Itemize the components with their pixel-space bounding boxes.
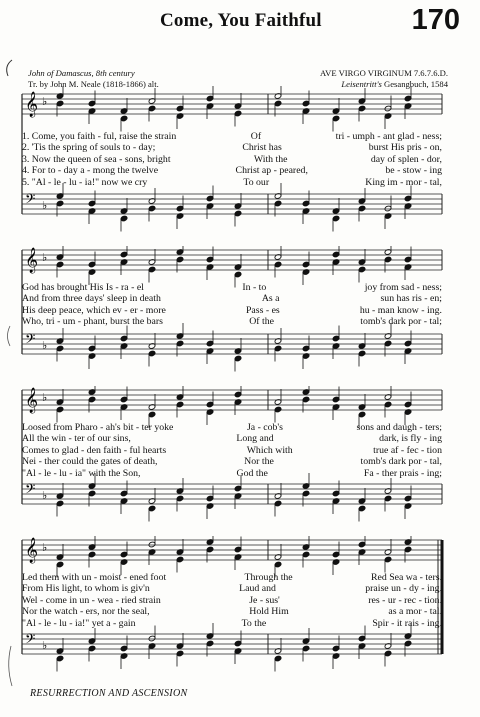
svg-text:♭: ♭	[42, 489, 48, 502]
svg-text:𝄞: 𝄞	[25, 538, 39, 563]
lyric-line: 2. 'Tis the spring of souls to - day; Christ has burst His pris - on,	[22, 142, 442, 154]
lyric-line: Who, tri - um - phant, burst the bars Of the tomb's dark por - tal;	[22, 316, 442, 328]
hymn-category: RESURRECTION AND ASCENSION	[30, 688, 188, 699]
lyric-line: Loosed from Pharo - ah's bit - ter yoke Ja - cob's sons and daugh - ters;	[22, 422, 442, 433]
hymn-number: 170	[411, 4, 460, 36]
svg-text:𝄞: 𝄞	[25, 388, 39, 413]
music-system-3	[0, 386, 480, 536]
svg-text:♭: ♭	[42, 391, 48, 404]
lyric-line: 3. Now the queen of sea - sons, bright With the day of splen - dor,	[22, 153, 442, 165]
svg-text:𝄢: 𝄢	[25, 331, 36, 350]
lyrics-system-4	[22, 572, 442, 629]
lyric-line: "Al - le - lu - ia" with the Son, God the Fa - ther prais - ing;	[22, 467, 442, 479]
lyric-line: 1. Come, you faith - ful, raise the strain Of tri - umph - ant glad - ness;	[22, 131, 442, 142]
svg-text:♭: ♭	[42, 541, 48, 554]
lyric-line: 5. "Al - le - lu - ia!" now we cry To our King im - mor - tal,	[22, 176, 442, 188]
lyric-line: Nor the watch - ers, nor the seal, Hold Him as a mor - tal.	[22, 606, 442, 618]
music-system-4	[0, 536, 480, 686]
lyric-line: Comes to glad - den faith - ful hearts Which with true af - fec - tion	[22, 444, 442, 456]
svg-text:♭: ♭	[42, 199, 48, 212]
translator-credit: Tr. by John M. Neale (1818-1866) alt.	[28, 79, 159, 89]
tune-source-book: Leisentritt's	[341, 79, 382, 89]
lyric-line: "Al - le - lu - ia!" yet a - gain To the Spir - it rais - ing.	[22, 617, 442, 629]
svg-text:𝄢: 𝄢	[25, 481, 36, 500]
lyric-line: God has brought His Is - ra - el In - to joy from sad - ness;	[22, 282, 442, 293]
lyric-line: 4. For to - day a - mong the twelve Christ ap - peared, be - stow - ing	[22, 165, 442, 177]
svg-text:𝄞: 𝄞	[25, 92, 39, 117]
lyric-line: And from three days' sleep in death As a sun has ris - en;	[22, 293, 442, 305]
hymn-title: Come, You Faithful	[160, 10, 322, 31]
svg-text:♭: ♭	[42, 639, 48, 652]
author-credit: John of Damascus, 8th century	[28, 68, 135, 78]
music-system-1	[0, 86, 480, 246]
lyrics-system-3	[22, 422, 442, 479]
svg-text:♭: ♭	[42, 251, 48, 264]
lyric-line: From His light, to whom is giv'n Laud and praise un - dy - ing.	[22, 583, 442, 595]
lyric-line: Wel - come in un - wea - ried strain Je - sus' res - ur - rec - tion.	[22, 594, 442, 606]
svg-text:𝄢: 𝄢	[25, 631, 36, 650]
svg-text:♭: ♭	[42, 339, 48, 352]
lyrics-system-2	[22, 282, 442, 328]
svg-text:𝄞: 𝄞	[25, 248, 39, 273]
lyrics-system-1	[22, 131, 442, 188]
lyric-line: Led them with un - moist - ened foot Through the Red Sea wa - ters.	[22, 572, 442, 583]
music-system-2	[0, 246, 480, 386]
lyric-line: All the win - ter of our sins, Long and dark, is fly - ing	[22, 433, 442, 445]
lyric-line: His deep peace, which ev - er - more Pass - es hu - man know - ing.	[22, 304, 442, 316]
lyric-line: Nei - ther could the gates of death, Nor the tomb's dark por - tal,	[22, 456, 442, 468]
svg-text:♭: ♭	[42, 95, 48, 108]
tune-source-detail: Gesangbuch, 1584	[381, 79, 448, 89]
tune-name: AVE VIRGO VIRGINUM 7.6.7.6.D.	[320, 68, 448, 78]
svg-text:𝄢: 𝄢	[25, 191, 36, 210]
